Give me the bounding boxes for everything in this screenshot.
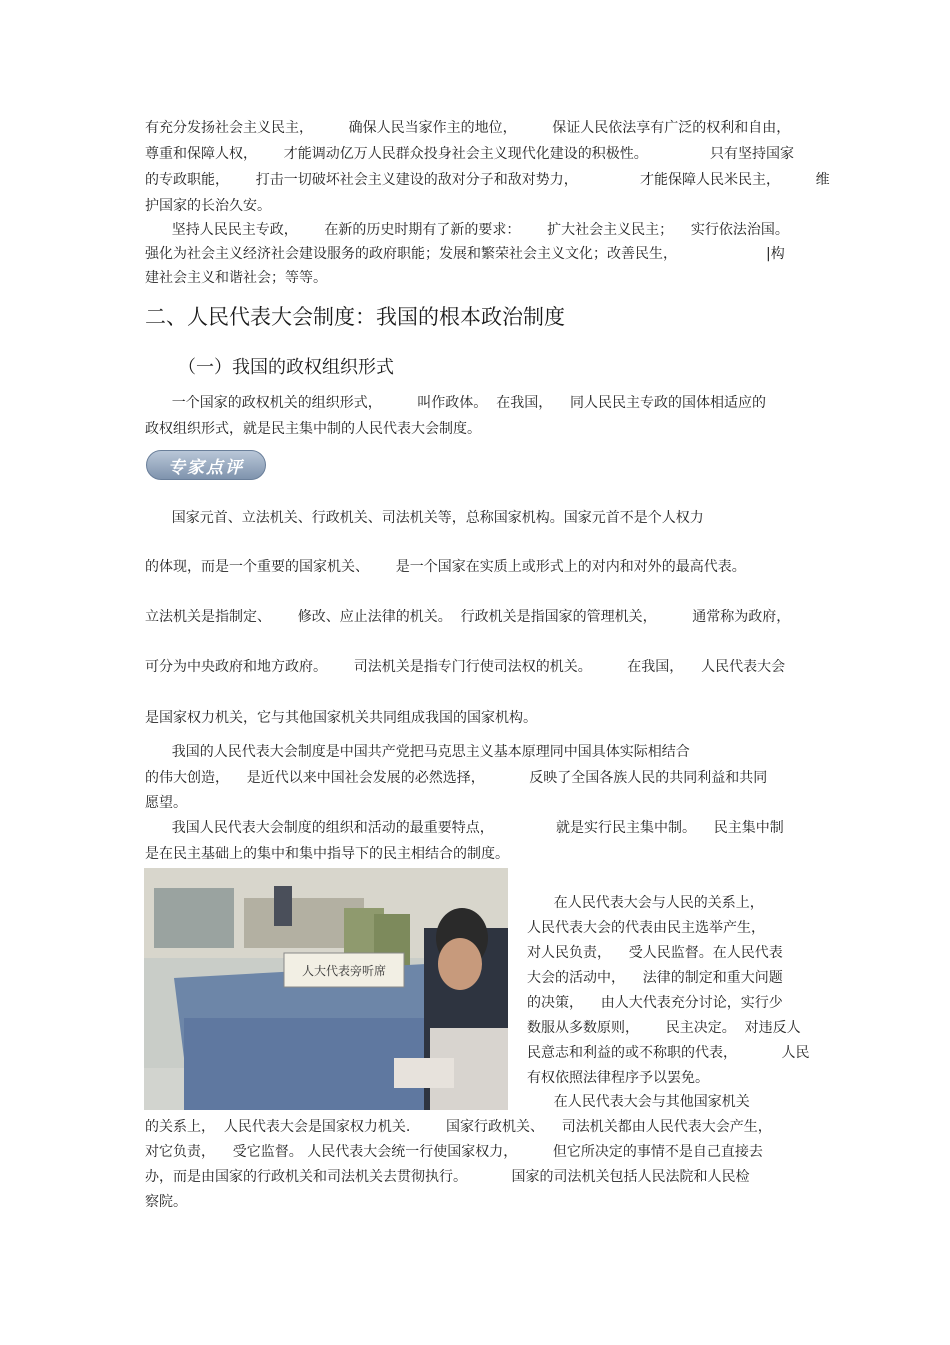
courtroom-photo-illustration bbox=[144, 868, 508, 1110]
text-line: 在人民代表大会与其他国家机关 bbox=[527, 1094, 750, 1110]
text-line: 办，而是由国家的行政机关和司法机关去贯彻执行。 国家的司法机关包括人民法院和人民检 bbox=[145, 1169, 750, 1185]
text-line: 察院。 bbox=[145, 1194, 187, 1210]
text-line: 的体现，而是一个重要的国家机关、 是一个国家在实质上或形式上的对内和对外的最高代表。 bbox=[145, 559, 746, 575]
text-line: 我国的人民代表大会制度是中国共产党把马克思主义基本原理同中国具体实际相结合 bbox=[145, 744, 690, 760]
text-line: 强化为社会主义经济社会建设服务的政府职能；发展和繁荣社会主义文化；改善民生， |构 bbox=[145, 246, 785, 262]
text-line: 愿望。 bbox=[145, 795, 187, 811]
text-line: 我国人民代表大会制度的组织和活动的最重要特点， 就是实行民主集中制。 民主集中制 bbox=[145, 820, 784, 836]
courtroom-photo bbox=[144, 868, 508, 1110]
subsection-title: （一）我国的政权组织形式 bbox=[178, 357, 394, 378]
text-line: 有充分发扬社会主义民主， 确保人民当家作主的地位， 保证人民依法享有广泛的权利和自由， bbox=[145, 120, 791, 136]
text-line: 的伟大创造， 是近代以来中国社会发展的必然选择， 反映了全国各族人民的共同利益和共同 bbox=[145, 770, 768, 786]
text-line: 在人民代表大会与人民的关系上， bbox=[527, 895, 764, 911]
text-line: 建社会主义和谐社会；等等。 bbox=[145, 270, 327, 286]
text-line: 可分为中央政府和地方政府。 司法机关是指专门行使司法权的机关。 在我国， 人民代表大会 bbox=[145, 659, 786, 675]
text-line: 国家元首、立法机关、行政机关、司法机关等，总称国家机构。国家元首不是个人权力 bbox=[145, 510, 704, 526]
expert-comment-badge: 专家点评 bbox=[146, 450, 266, 480]
section-title: 二、人民代表大会制度：我国的根本政治制度 bbox=[145, 305, 565, 329]
text-line: 的决策， 由人大代表充分讨论，实行少 bbox=[527, 995, 783, 1011]
text-line: 立法机关是指制定、 修改、应止法律的机关。 行政机关是指国家的管理机关， 通常称为政府， bbox=[145, 609, 791, 625]
text-line: 人民代表大会的代表由民主选举产生， bbox=[527, 920, 765, 936]
photo-sign-label: 人大代表旁听席 bbox=[301, 964, 387, 978]
text-line: 坚持人民民主专政， 在新的历史时期有了新的要求： 扩大社会主义民主； 实行依法治国。 bbox=[145, 222, 789, 238]
text-line: 是国家权力机关，它与其他国家机关共同组成我国的国家机构。 bbox=[145, 710, 537, 726]
text-line: 一个国家的政权机关的组织形式， 叫作政体。 在我国， 同人民民主专政的国体相适应的 bbox=[145, 395, 767, 411]
text-line: 民意志和利益的或不称职的代表， 人民 bbox=[527, 1045, 810, 1061]
text-line: 政权组织形式，就是民主集中制的人民代表大会制度。 bbox=[145, 421, 481, 437]
text-line: 大会的活动中， 法律的制定和重大问题 bbox=[527, 970, 783, 986]
text-line: 有权依照法律程序予以罢免。 bbox=[527, 1070, 709, 1086]
text-line: 数服从多数原则， 民主决定。 对违反人 bbox=[527, 1020, 801, 1036]
text-line: 对人民负责， 受人民监督。在人民代表 bbox=[527, 945, 783, 961]
text-line: 对它负责， 受它监督。 人民代表大会统一行使国家权力， 但它所决定的事情不是自己直接去 bbox=[145, 1144, 763, 1160]
text-line: 的专政职能， 打击一切破坏社会主义建设的敌对分子和敌对势力， 才能保障人民米民主， 维 bbox=[145, 172, 830, 188]
text-line: 尊重和保障人权， 才能调动亿万人民群众投身社会主义现代化建设的积极性。 只有坚持国家 bbox=[145, 146, 795, 162]
text-line: 是在民主基础上的集中和集中指导下的民主相结合的制度。 bbox=[145, 846, 509, 862]
text-line: 护国家的长治久安。 bbox=[145, 198, 271, 214]
text-line: 的关系上， 人民代表大会是国家权力机关. 国家行政机关、 司法机关都由人民代表大会产生， bbox=[145, 1119, 772, 1135]
